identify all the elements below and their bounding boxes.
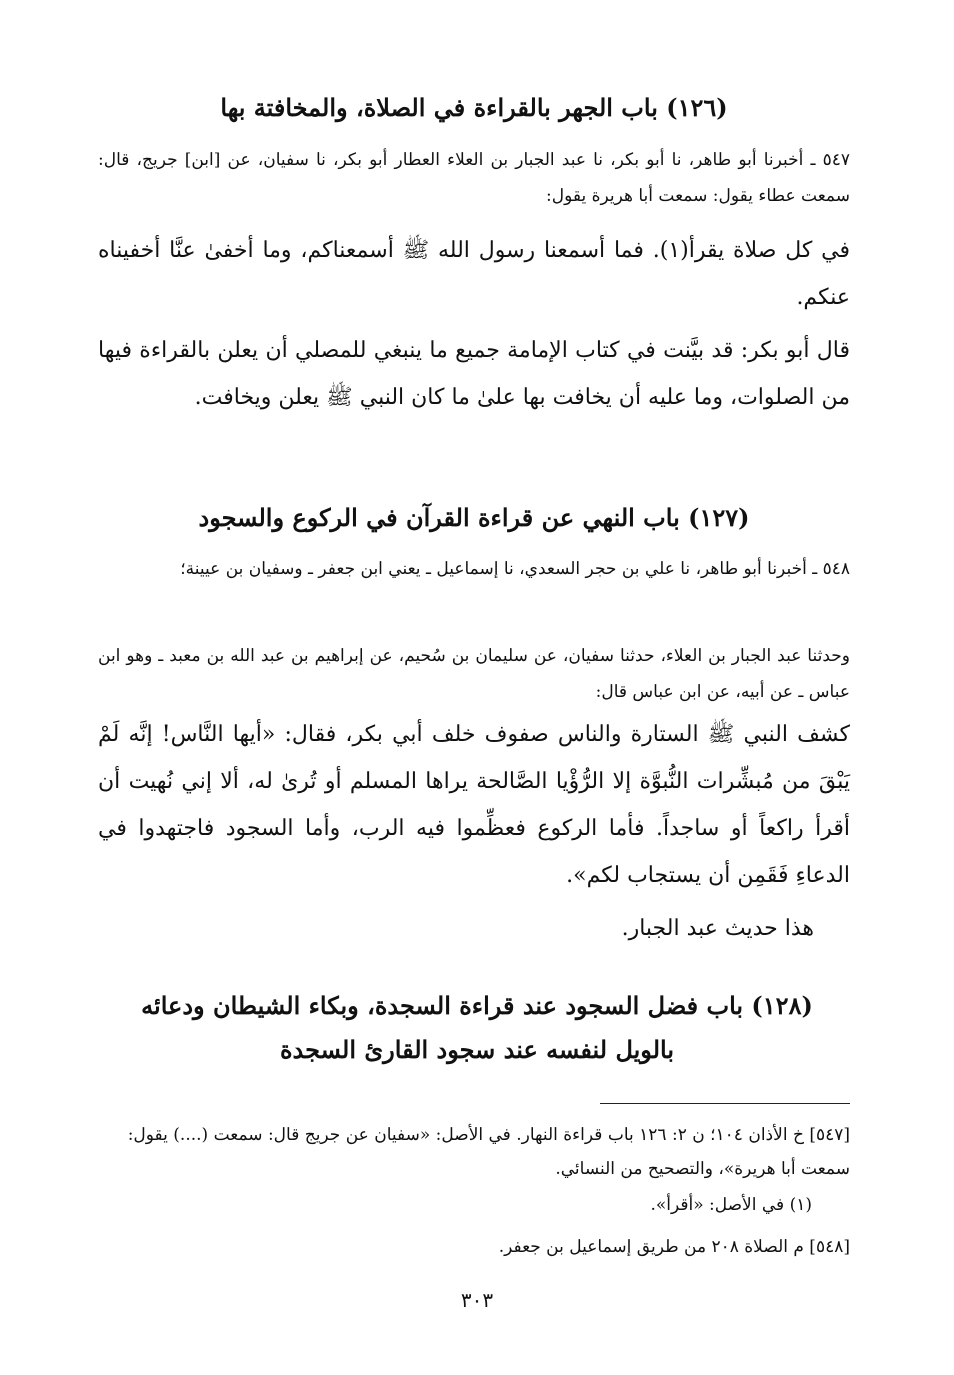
isnad-548-second: وحدثنا عبد الجبار بن العلاء، حدثنا سفيان، عن سليمان بن سُحيم، عن إبراهيم بن عبد الله بن معبد ـ وهو ابن عباس ـ عن أبيه، عن ابن عباس قال: [98, 646, 850, 702]
author-comment-548: هذا حديث عبد الجبار. [621, 916, 814, 941]
footnote-1-text: (١) في الأصل: «أقرأ». [650, 1195, 812, 1215]
footnote-separator [600, 1103, 850, 1104]
page-number: ٣٠٣ [460, 1288, 494, 1312]
isnad-547: ٥٤٧ ـ أخبرنا أبو طاهر، نا أبو بكر، نا عبد الجبار بن العلاء العطار أبو بكر، نا سفيان، عن [ابن] جريج، قال: سمعت عطاء يقول: سمعت أبا هريرة يقول: [98, 150, 850, 206]
chapter-heading-126: (١٢٦) باب الجهر بالقراءة في الصلاة، والمخافتة بها [220, 93, 728, 122]
hadith-text-547: في كل صلاة يقرأ(١). فما أسمعنا رسول الله ﷺ أسمعناكم، وما أخفىٰ عنَّا أخفيناه عنكم. [98, 238, 850, 310]
footnote-1 [96, 1188, 850, 1222]
chapter-heading-127: (١٢٧) باب النهي عن قراءة القرآن في الركوع والسجود [198, 503, 750, 532]
hadith-text-548: كشف النبي ﷺ الستارة والناس صفوف خلف أبي بكر، فقال: «أيها النَّاس! إنَّه لَمْ يَبْقَ من مُبشِّرات النُّبوَّة إلا الرُّؤْيا الصَّالحة يراها المسلم أو تُرىٰ له، ألا إني نُهيت أن أقرأ راكعاً أو ساجداً. فأما الركوع فعظِّموا فيه الرب، وأما السجود فاجتهدوا في الدعاءِ فَقَمِن أن يستجاب لكم». [98, 722, 850, 888]
author-comment-547: قال أبو بكر: قد بيَّنت في كتاب الإمامة جميع ما ينبغي للمصلي أن يعلن بالقراءة فيها من الصلوات، وما عليه أن يخافت بها علىٰ ما كان النبي ﷺ يعلن ويخافت. [98, 338, 850, 410]
chapter-heading-128: (١٢٨) باب فضل السجود عند قراءة السجدة، وبكاء الشيطان ودعائه بالويل لنفسه عند سجود القارئ السجدة [141, 991, 813, 1064]
footnote-547: [٥٤٧] خ الأذان ١٠٤؛ ن ٢: ١٢٦ باب قراءة النهار. في الأصل: «سفيان عن جريج قال: سمعت (....) يقول: سمعت أبا هريرة»، والتصحيح من النسائي. [127, 1125, 850, 1179]
isnad-548: ٥٤٨ ـ أخبرنا أبو طاهر، نا علي بن حجر السعدي، نا إسماعيل ـ يعني ابن جعفر ـ وسفيان بن عيينة؛ [180, 559, 850, 579]
footnote-548: [٥٤٨] م الصلاة ٢٠٨ من طريق إسماعيل بن جعفر. [498, 1237, 850, 1257]
